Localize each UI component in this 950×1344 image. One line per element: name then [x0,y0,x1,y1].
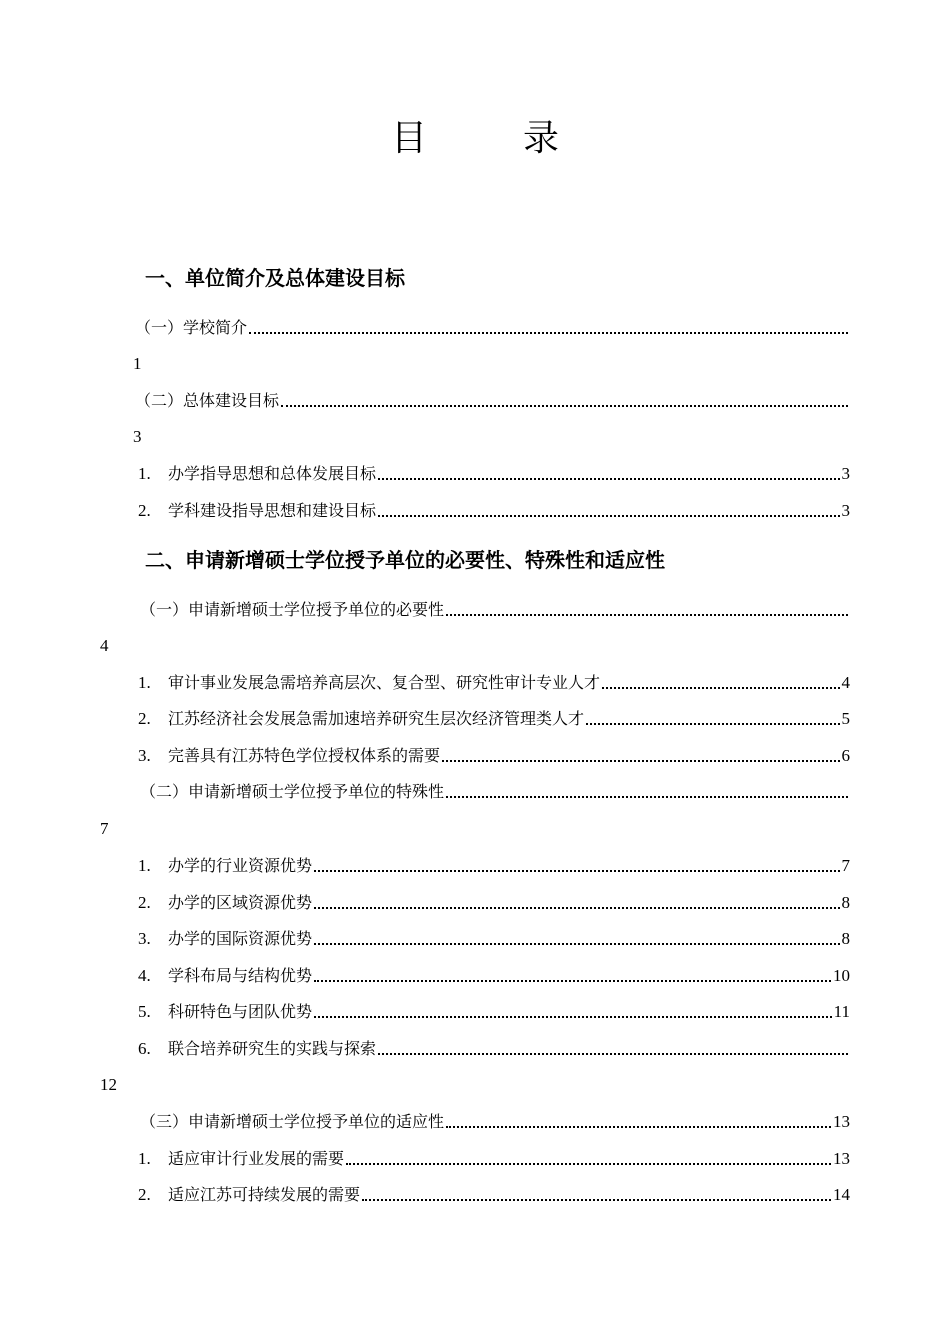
toc-entry[interactable] [138,1146,850,1170]
toc-entry-page: 8 [841,929,850,948]
toc-heading-section-1: 一、单位简介及总体建设目标 [145,266,405,290]
toc-entry-number: 3. [138,746,151,765]
toc-entry[interactable] [138,963,850,987]
toc-entry-label: （二）总体建设目标 [135,391,280,410]
toc-entry-label: 办学指导思想和总体发展目标 [168,464,377,483]
page-title: 目 录 [390,118,589,159]
toc-entry-label: （三）申请新增硕士学位授予单位的适应性 [140,1112,445,1131]
toc-entry-label: （一）学校简介 [135,318,248,337]
toc-entry-label: 适应审计行业发展的需要 [168,1149,345,1168]
toc-entry-label: （一）申请新增硕士学位授予单位的必要性 [140,600,445,619]
toc-entry-page: 10 [833,966,850,985]
toc-entry-page: 13 [833,1149,850,1168]
toc-leader-dots [442,760,839,762]
toc-entry-number: 2. [138,893,151,912]
toc-entry[interactable] [138,999,850,1023]
toc-entry-label: 办学的行业资源优势 [168,856,313,875]
toc-entry-page: 4 [841,673,850,692]
toc-entry-page: 13 [833,1112,850,1131]
toc-leader-dots [378,478,839,480]
toc-entry-number: 4. [138,966,151,985]
toc-entry-number: 5. [138,1002,151,1021]
toc-entry[interactable] [140,1109,850,1133]
toc-entry[interactable] [138,1036,850,1060]
toc-leader-dots [249,332,848,334]
toc-entry-page: 3 [841,501,850,520]
toc-entry-label: 江苏经济社会发展急需加速培养研究生层次经济管理类人才 [168,709,585,728]
toc-entry[interactable] [138,498,850,522]
toc-entry-label: 联合培养研究生的实践与探索 [168,1039,377,1058]
toc-entry[interactable] [140,597,850,621]
toc-entry-page: 11 [833,1002,850,1021]
toc-entry-label: 学科建设指导思想和建设目标 [168,501,377,520]
toc-entry-page: 5 [841,709,850,728]
toc-entry[interactable] [138,670,850,694]
toc-entry-number: 6. [138,1039,151,1058]
toc-leader-dots [314,980,831,982]
toc-entry[interactable] [138,1182,850,1206]
toc-entry-page: 7 [841,856,850,875]
toc-entry[interactable] [140,779,850,803]
toc-entry-page: 3 [133,427,142,446]
toc-leader-dots [314,907,839,909]
toc-entry[interactable] [135,388,850,412]
toc-leader-dots [378,1053,848,1055]
toc-entry-number: 2. [138,501,151,520]
toc-entry-page: 3 [841,464,850,483]
toc-entry-page: 12 [100,1075,117,1094]
toc-leader-dots [346,1163,831,1165]
toc-entry-label: 办学的国际资源优势 [168,929,313,948]
toc-entry-page: 4 [100,636,109,655]
toc-entry-label: 学科布局与结构优势 [168,966,313,985]
toc-entry-label: 办学的区域资源优势 [168,893,313,912]
toc-entry-number: 2. [138,1185,151,1204]
toc-entry[interactable] [138,706,850,730]
toc-leader-dots [378,515,839,517]
toc-heading-section-2: 二、申请新增硕士学位授予单位的必要性、特殊性和适应性 [145,548,665,572]
toc-entry-label: 科研特色与团队优势 [168,1002,313,1021]
toc-entry-number: 1. [138,464,151,483]
toc-entry-page: 1 [133,354,142,373]
toc-entry[interactable] [138,743,850,767]
toc-leader-dots [281,405,848,407]
toc-entry-label: 审计事业发展急需培养高层次、复合型、研究性审计专业人才 [168,673,601,692]
toc-entry-page: 6 [841,746,850,765]
toc-entry-number: 2. [138,709,151,728]
toc-entry-number: 1. [138,673,151,692]
toc-entry-page: 7 [100,819,109,838]
toc-entry-label: 完善具有江苏特色学位授权体系的需要 [168,746,441,765]
toc-entry[interactable] [138,461,850,485]
toc-leader-dots [446,614,848,616]
toc-entry-number: 3. [138,929,151,948]
toc-entry[interactable] [138,890,850,914]
toc-entry-label: （二）申请新增硕士学位授予单位的特殊性 [140,782,445,801]
toc-leader-dots [362,1199,831,1201]
toc-leader-dots [314,870,839,872]
toc-entry-number: 1. [138,1149,151,1168]
toc-entry-number: 1. [138,856,151,875]
toc-entry[interactable] [138,926,850,950]
toc-leader-dots [314,1016,832,1018]
toc-entry-page: 8 [841,893,850,912]
toc-entry-label: 适应江苏可持续发展的需要 [168,1185,361,1204]
toc-leader-dots [446,1126,831,1128]
toc-entry[interactable] [138,853,850,877]
toc-leader-dots [314,943,839,945]
toc-leader-dots [446,796,848,798]
toc-entry[interactable] [135,315,850,339]
toc-leader-dots [602,687,839,689]
toc-leader-dots [586,723,839,725]
toc-entry-page: 14 [833,1185,850,1204]
